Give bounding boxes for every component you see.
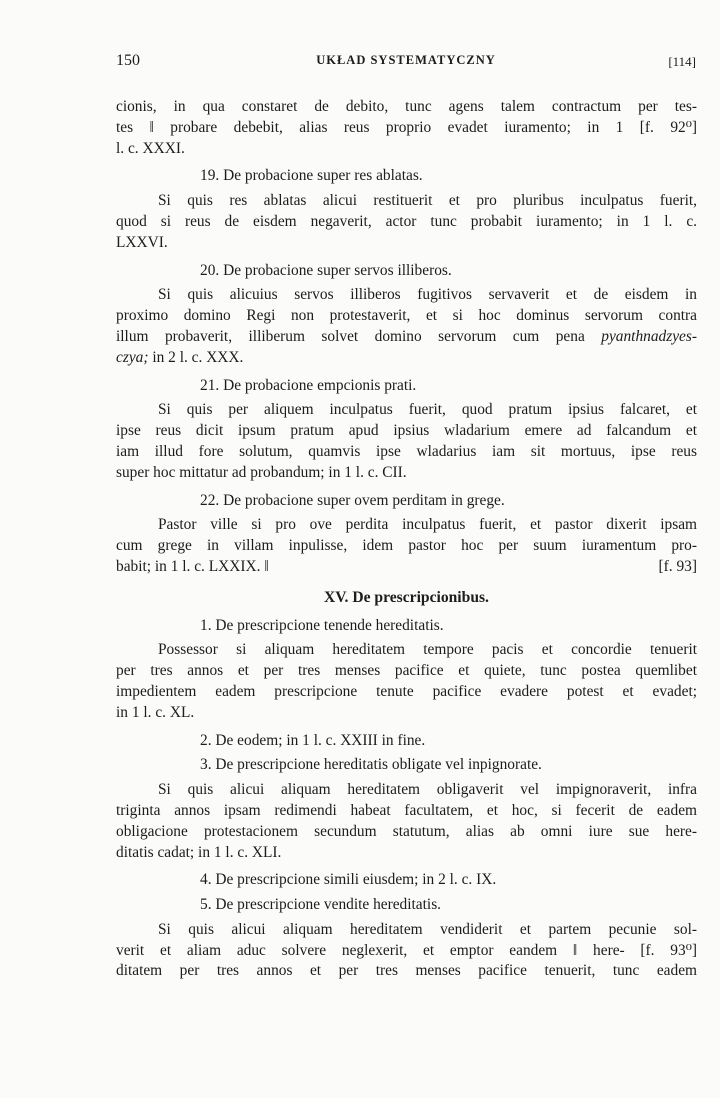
text-line (116, 348, 697, 369)
paragraph-continuation (116, 97, 697, 159)
page-number: 150 (116, 52, 140, 69)
text-line: quod si reus de eisdem negaverit, actor tunc probabit iuramento; in 1 l. c. (116, 212, 697, 230)
text-line: obligacione protestacionem secundum statutum, alias ab omni iure sue here- (116, 822, 697, 840)
page-body (116, 97, 697, 982)
item-heading-4: 4. De prescripcione simili eiusdem; in 2 l. c. IX. (200, 871, 497, 889)
paragraph-19 (116, 191, 697, 253)
item-heading-3: 3. De prescripcione hereditatis obligate vel inpignorate. (200, 756, 542, 774)
running-head (116, 52, 696, 76)
text-line: Possessor si aliquam hereditatem tempore pacis et concordie tenuerit (158, 641, 697, 659)
paragraph-22 (116, 515, 697, 577)
text-line: tes ‖ probare debebit, alias reus proprio evadet iuramento; in 1 [f. 92⁰] (116, 118, 697, 136)
text-line (116, 557, 697, 578)
text-line: proximo domino Regi non protestaverit, et si hoc dominus servorum contra (116, 307, 697, 325)
text-segment: babit; in 1 l. c. LXXIX. ‖ (116, 557, 269, 575)
text-line: impedientem eadem prescripcione tenute pacifice evadere potest et evadet; (116, 682, 697, 700)
text-line: ipse reus dicit ipsum pratum apud ipsius wladarium emere ad falcandum et (116, 422, 697, 440)
text-line: Si quis alicui aliquam hereditatem obligaverit vel impignoraverit, infra (158, 781, 697, 799)
item-heading-22: 22. De probacione super ovem perditam in grege. (200, 491, 505, 509)
text-line: Pastor ville si pro ove perdita inculpatus fuerit, et pastor dixerit ipsam (158, 516, 697, 534)
paragraph-5 (116, 920, 697, 982)
paragraph-21 (116, 400, 697, 483)
italic-term: czya; (116, 348, 149, 366)
text-line: Si quis alicuius servos illiberos fugitivos servaverit et de eisdem in (158, 286, 697, 304)
text-segment: illum probaverit, illiberum solvet domino servorum cum pena (116, 327, 602, 345)
paragraph-20 (116, 285, 697, 368)
folio-marker: [f. 93] (658, 557, 697, 575)
text-line: ditatem per tres annos et per tres menses pacifice tenuerit, tunc eadem (116, 962, 697, 980)
text-line: verit et aliam aduc solvere neglexerit, et emptor eandem ‖ here- [f. 93⁰] (116, 941, 697, 959)
item-heading-1: 1. De prescripcione tenende hereditatis. (200, 616, 444, 634)
item-heading-2: 2. De eodem; in 1 l. c. XXIII in fine. (200, 731, 426, 749)
text-line: cionis, in qua constaret de debito, tunc agens talem contractum per tes- (116, 98, 697, 115)
running-title: UKŁAD SYSTEMATYCZNY (316, 53, 496, 67)
text-line: Si quis alicui aliquam hereditatem vendiderit et partem pecunie sol- (158, 920, 697, 938)
text-line: ditatis cadat; in 1 l. c. XLI. (116, 843, 282, 861)
paragraph-1 (116, 640, 697, 723)
text-segment: in 2 l. c. XXX. (148, 348, 244, 366)
text-line (116, 327, 697, 348)
text-line: in 1 l. c. XL. (116, 703, 195, 721)
text-line: Si quis res ablatas alicui restituerit et pro pluribus inculpatus fuerit, (158, 192, 697, 210)
text-line: cum grege in villam inpulisse, idem pastor hoc per suum iuramentum pro- (116, 537, 697, 555)
paragraph-3 (116, 780, 697, 863)
text-line: LXXVI. (116, 233, 168, 251)
italic-term: pyanthnadzyes- (601, 327, 697, 345)
item-heading-21: 21. De probacione empcionis prati. (200, 376, 417, 394)
text-line: iam illud fore solutum, quamvis ipse wladarius iam sit mortuus, ipse reus (116, 442, 697, 460)
item-heading-19: 19. De probacione super res ablatas. (200, 167, 423, 185)
text-line: Si quis per aliquem inculpatus fuerit, quod pratum ipsius falcaret, et (158, 401, 697, 419)
item-heading-5: 5. De prescripcione vendite hereditatis. (200, 896, 442, 914)
section-heading-xv: XV. De prescripcionibus. (324, 588, 489, 606)
text-line: super hoc mittatur ad probandum; in 1 l. c. CII. (116, 463, 407, 481)
folio-reference: [114] (668, 54, 696, 69)
text-line: triginta annos ipsam redimendi habeat facultatem, et hoc, si fecerit de eadem (116, 801, 697, 819)
item-heading-20: 20. De probacione super servos illiberos. (200, 261, 452, 279)
text-line: l. c. XXXI. (116, 139, 185, 157)
text-line: per tres annos et per tres menses pacifice et quiete, tunc postea quemlibet (116, 662, 697, 680)
